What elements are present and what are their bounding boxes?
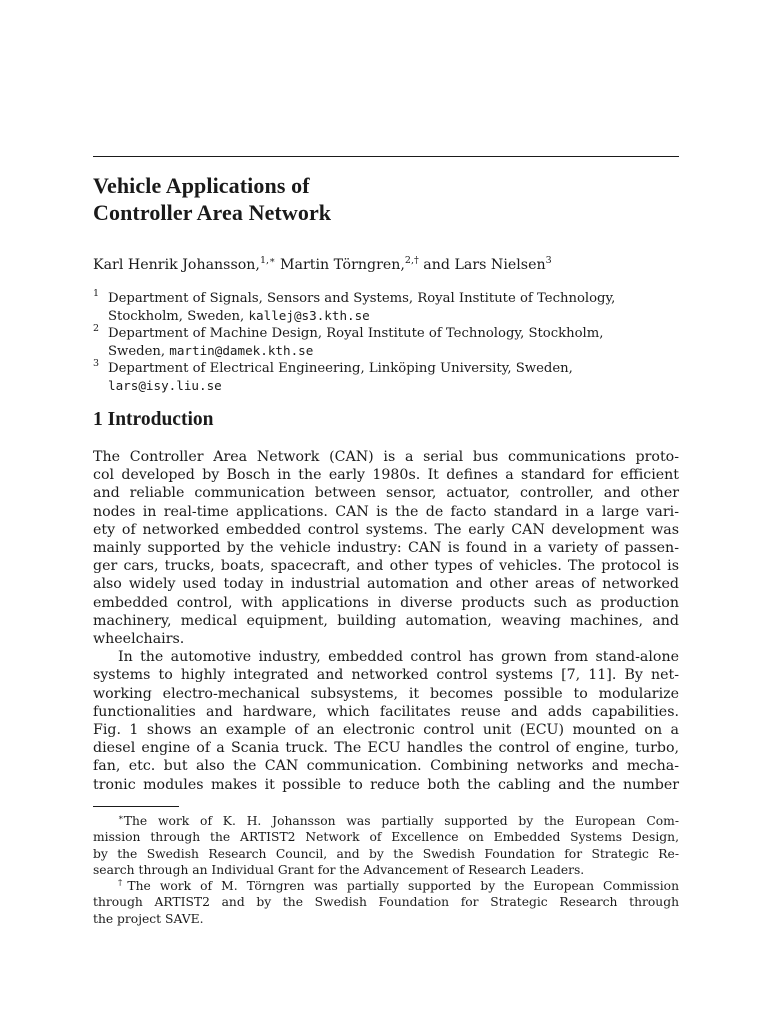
text-line: fan, etc. but also the CAN communication. Combining networks and mecha-: [93, 758, 679, 775]
text-line: machinery, medical equipment, building automation, weaving machines, and: [93, 612, 679, 629]
footnote-mark: ∗: [118, 812, 124, 823]
footnote-line: [93, 829, 679, 845]
email-address: lars@isy.liu.se: [108, 378, 222, 393]
paragraph: [93, 648, 679, 794]
footnote-text: the project SAVE.: [93, 911, 204, 926]
author-list: [93, 254, 552, 273]
footnote-text: The work of K. H. Johansson was partially supported by the European Com-: [123, 814, 679, 828]
author-marks: 2,†: [404, 254, 419, 266]
affiliation: [93, 325, 679, 360]
text-line: functionalities and hardware, which facilitates reuse and adds capabilities.: [93, 703, 679, 720]
text-line: diesel engine of a Scania truck. The ECU handles the control of engine, turbo,: [93, 740, 679, 757]
affiliation-number: 3: [93, 358, 100, 369]
author-name: Karl Henrik Johansson,: [93, 257, 260, 273]
text-line: mainly supported by the vehicle industry: CAN is found in a variety of passen-: [93, 540, 679, 557]
paper-title: [93, 172, 331, 226]
email-address: martin@damek.kth.se: [169, 343, 314, 358]
text-line: working electro-mechanical subsystems, it becomes possible to modularize: [93, 685, 679, 702]
email-address: kallej@s3.kth.se: [248, 308, 370, 323]
affiliation: [93, 360, 679, 395]
affiliation-text: Sweden,: [108, 344, 170, 359]
text-line: embedded control, with applications in diverse products such as production: [93, 594, 679, 611]
footnote-text: through ARTIST2 and by the Swedish Foundation for Strategic Research through: [93, 895, 679, 910]
text-line: Fig. 1 shows an example of an electronic control unit (ECU) mounted on a: [93, 722, 679, 739]
paragraph: [93, 448, 679, 648]
text-line: tronic modules makes it possible to reduce both the cabling and the number: [93, 776, 679, 793]
text-line: ger cars, trucks, boats, spacecraft, and other types of vehicles. The protocol is: [93, 558, 679, 575]
title-line-1: Vehicle Applications of: [93, 173, 310, 198]
footnote-text: by the Swedish Research Council, and by the Swedish Foundation for Strategic Re-: [93, 846, 679, 861]
text-line: col developed by Bosch in the early 1980s. It defines a standard for efficient: [93, 467, 679, 484]
footnote-line: [93, 862, 679, 878]
footnote-line: [93, 878, 679, 894]
affiliation-text: Department of Machine Design, Royal Institute of Technology, Stockholm,: [108, 326, 604, 341]
author-name: and Lars Nielsen: [423, 257, 546, 273]
text-line: systems to highly integrated and networked control systems [7, 11]. By net-: [93, 667, 679, 684]
title-line-2: Controller Area Network: [93, 200, 332, 225]
affiliation-text: Department of Electrical Engineering, Linköping University, Sweden,: [108, 361, 573, 376]
text-line: In the automotive industry, embedded control has grown from stand-alone: [118, 649, 679, 666]
author-marks: 3: [545, 254, 552, 266]
footnote-rule: [93, 806, 179, 807]
footnote: [93, 878, 679, 927]
affiliation-number: 2: [93, 323, 100, 334]
text-line: wheelchairs.: [93, 631, 185, 648]
affiliation-text: Department of Signals, Sensors and Systems, Royal Institute of Technology,: [108, 291, 616, 306]
footnote-text: mission through the ARTIST2 Network of Excellence on Embedded Systems Design,: [93, 830, 679, 845]
affiliation-text: Stockholm, Sweden,: [108, 309, 249, 324]
author-name: Martin Törngren,: [279, 257, 405, 273]
body-text: [93, 448, 679, 794]
text-line: ety of networked embedded control systems. The early CAN development was: [93, 521, 679, 538]
affiliation-list: [93, 290, 679, 395]
affiliation-number: 1: [93, 288, 100, 299]
footnote-line: [93, 911, 679, 927]
footnotes: [93, 813, 679, 927]
text-line: also widely used today in industrial automation and other areas of networked: [93, 576, 679, 593]
affiliation: [93, 290, 679, 325]
footnote-text: search through an Individual Grant for the Advancement of Research Leaders.: [93, 862, 585, 877]
footnote-mark: †: [118, 878, 128, 889]
footnote: [93, 813, 679, 878]
text-line: and reliable communication between sensor, actuator, controller, and other: [93, 485, 679, 502]
text-line: nodes in real-time applications. CAN is the de facto standard in a large vari-: [93, 503, 679, 520]
top-rule: [93, 156, 679, 157]
section-heading: 1 Introduction: [93, 409, 214, 430]
footnote-line: [93, 846, 679, 862]
author-marks: 1,∗: [259, 254, 276, 266]
footnote-text: The work of M. Törngren was partially supported by the European Commission: [127, 879, 679, 894]
text-line: The Controller Area Network (CAN) is a serial bus communications proto-: [93, 449, 679, 465]
footnote-line: [93, 894, 679, 910]
footnote-line: [93, 813, 679, 829]
